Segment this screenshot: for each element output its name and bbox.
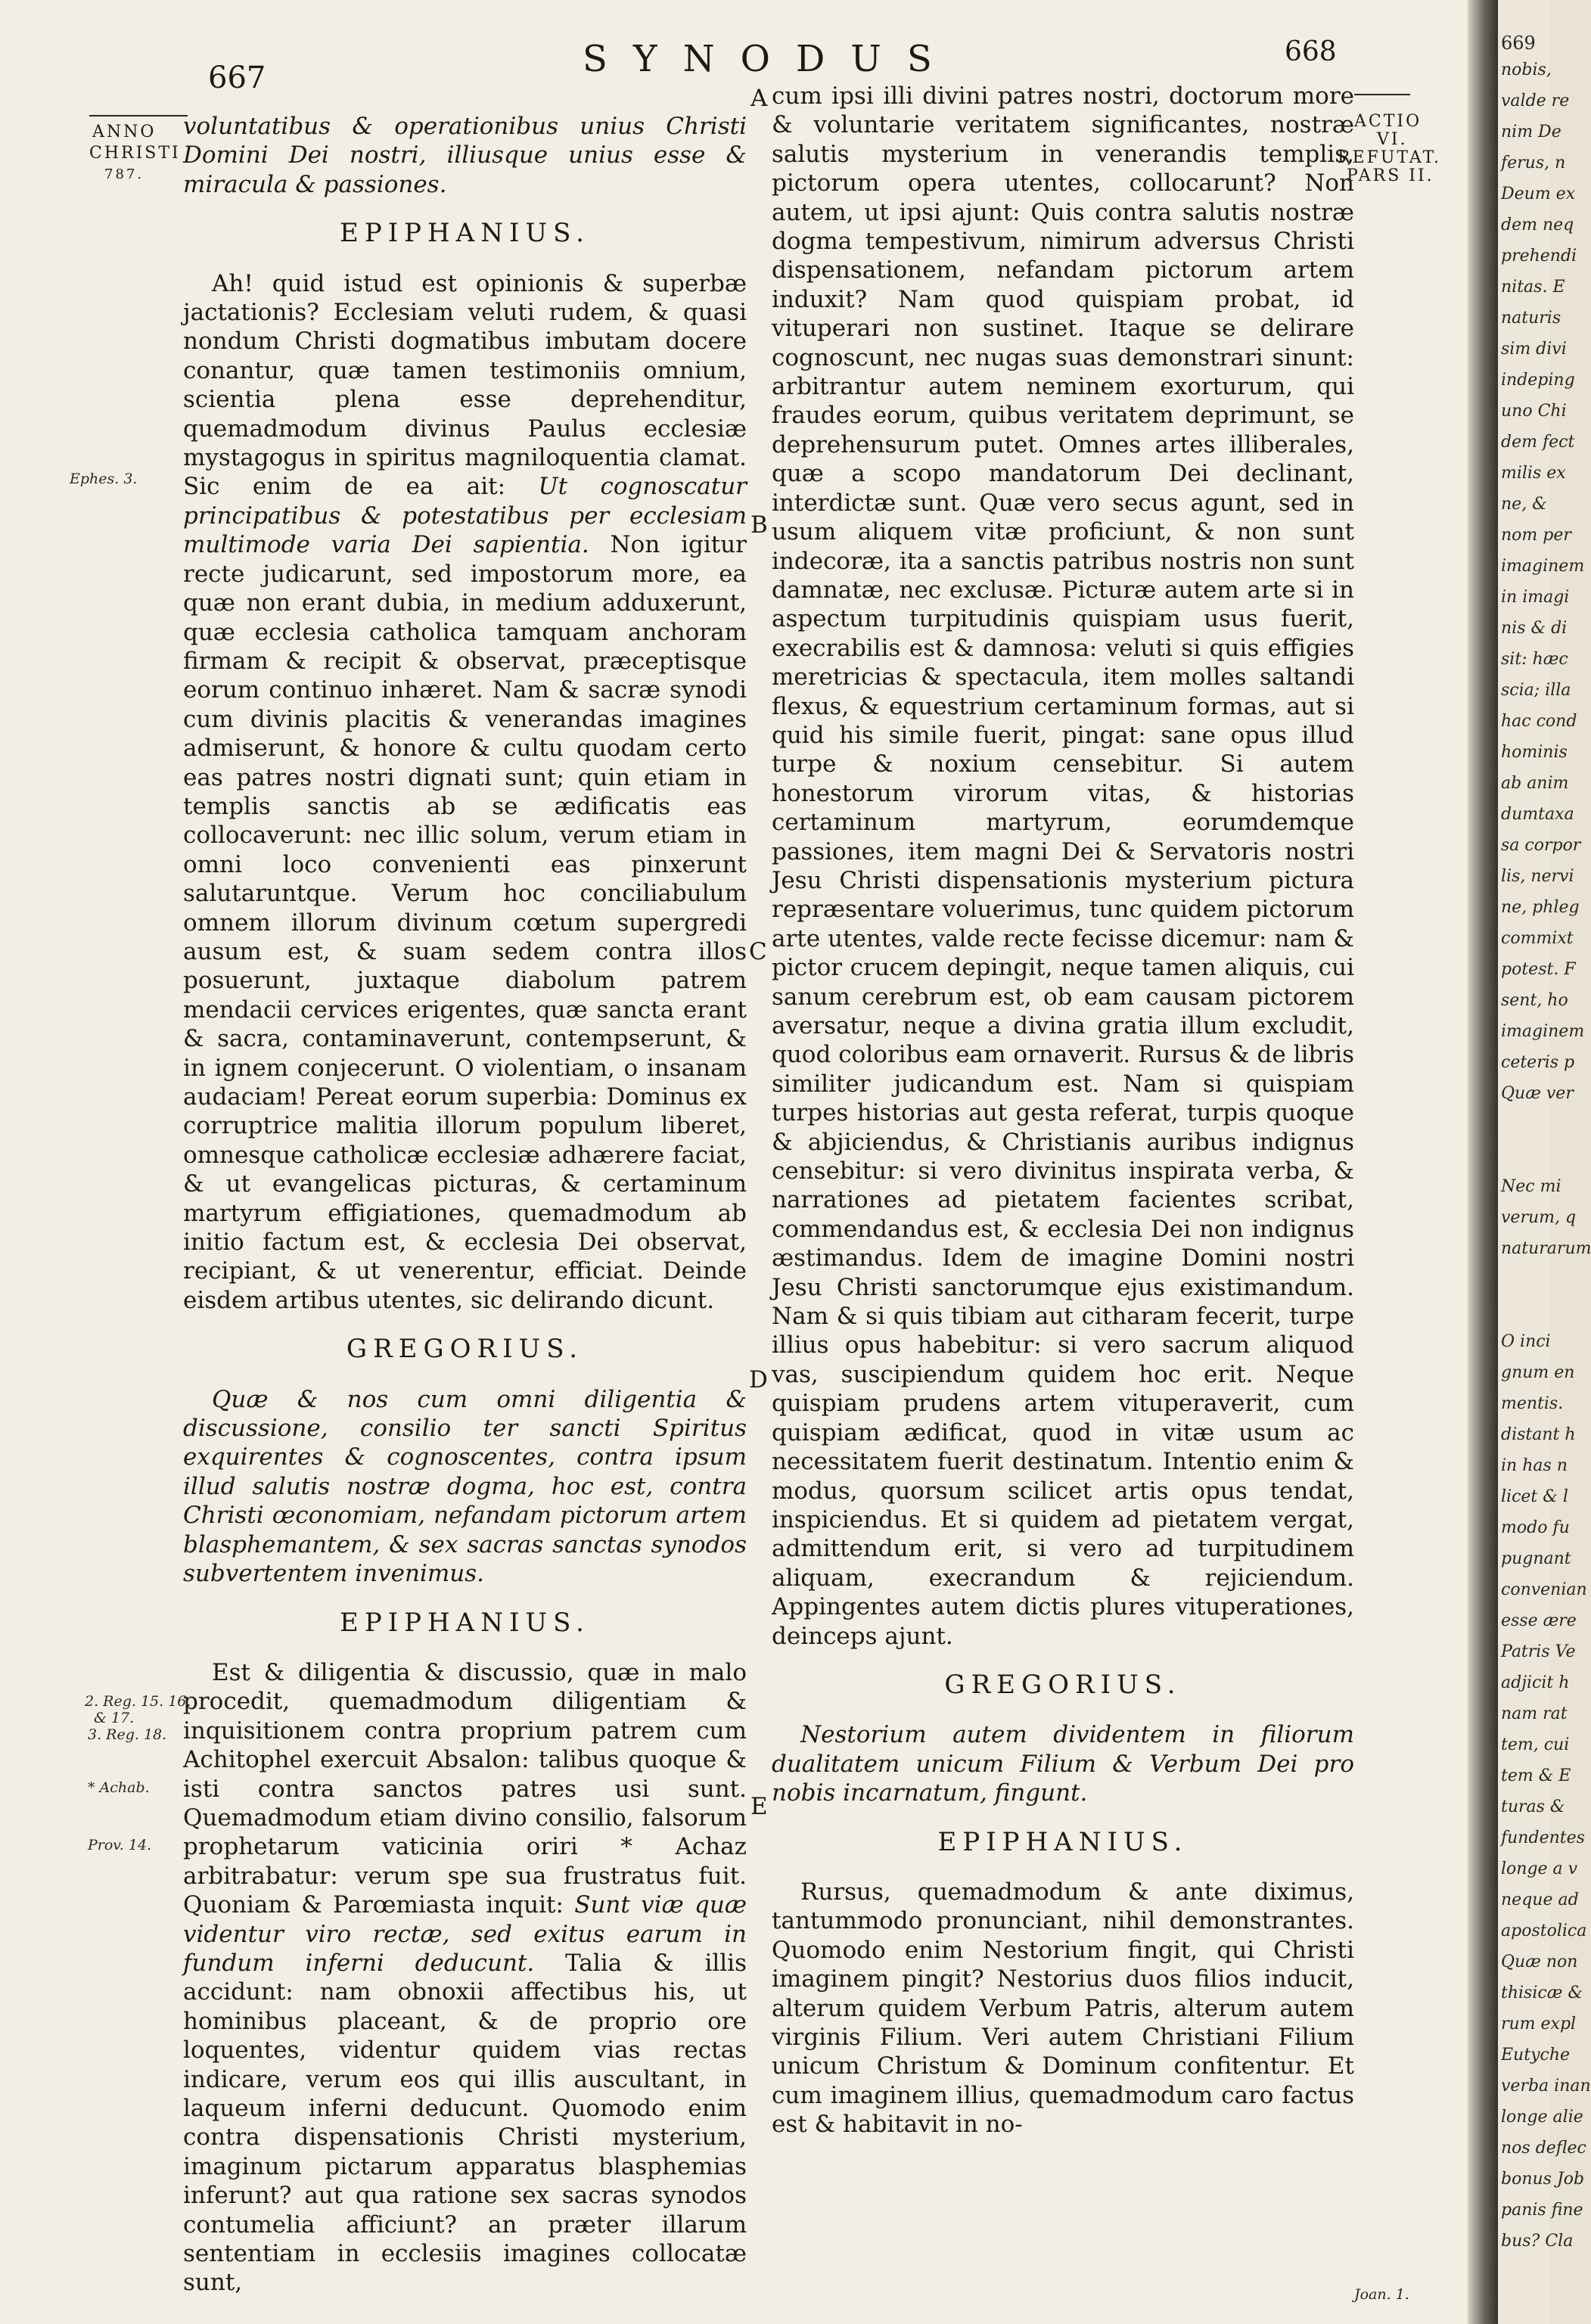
book-gutter — [1468, 0, 1498, 2324]
adjacent-page-line: sit: hæc — [1501, 650, 1568, 669]
adjacent-page-line: valde re — [1501, 92, 1570, 110]
adjacent-page-line: milis ex — [1501, 464, 1566, 483]
margin-ref-joan: Joan. 1. — [1354, 2286, 1409, 2303]
adjacent-page-line: uno Chi — [1501, 402, 1567, 421]
adjacent-page-line: ne, phleg — [1501, 898, 1580, 917]
adjacent-page-line: longe a v — [1501, 1860, 1578, 1878]
adjacent-page-line: commixt — [1501, 929, 1574, 948]
adjacent-page-line: Quæ ver — [1501, 1084, 1574, 1103]
para2-quote: Sunt viæ quæ videntur viro rectæ, sed exitus earum in fundum inferni deducunt. — [183, 1891, 747, 1977]
margin-ref-ephes: Ephes. 3. — [70, 471, 138, 487]
para2-text-b: Talia & illis accidunt: nam obnoxii affectibus his, ut hominibus placeant, & de proprio ore loquentes, videntur quidem vias rectas indicare, verum eos qui illis auscultant, in laqueum inferni deducunt. Quomodo enim contra dispensationis Christi mysterium, imaginum pictarum apparatus blasphemias inferunt? aut qua ratione sex sacras synodos contumelia afficiunt? an præter illarum sententiam in ecclesiis imagines collocatæ sunt, — [183, 1949, 747, 2297]
adjacent-page-line: naturarum — [1501, 1239, 1591, 1258]
page-number-right: 668 — [1285, 36, 1337, 67]
adjacent-page-strip — [1498, 0, 1591, 2324]
header-rule-right — [1354, 94, 1410, 95]
adjacent-page-line: neque ad — [1501, 1891, 1579, 1909]
margin-actio-num: VI. — [1377, 130, 1408, 149]
adjacent-page-line: imaginem — [1501, 557, 1585, 576]
adjacent-page-line: adjicit h — [1501, 1673, 1570, 1692]
adjacent-page-line: tem, cui — [1501, 1735, 1570, 1754]
margin-ref-reg: 2. Reg. 15. 16. — [85, 1693, 191, 1710]
adjacent-page-line: imaginem — [1501, 1022, 1585, 1041]
adjacent-page-line: O inci — [1501, 1332, 1551, 1351]
adjacent-page-line: nim De — [1501, 123, 1561, 141]
heading-epiphanius-3: EPIPHANIUS. — [937, 1826, 1189, 1857]
adjacent-page-line: verum, q — [1501, 1208, 1577, 1227]
next-page-number: 669 — [1501, 33, 1536, 54]
adjacent-page-line: ceteris p — [1501, 1053, 1575, 1072]
adjacent-page-line: ferus, n — [1501, 154, 1566, 172]
margin-pars: PARS II. — [1347, 166, 1434, 185]
heading-epiphanius-2: EPIPHANIUS. — [340, 1607, 590, 1638]
adjacent-page-line: hac cond — [1501, 712, 1577, 731]
adjacent-page-line: dem neq — [1501, 216, 1574, 235]
adjacent-page-line: potest. F — [1501, 960, 1576, 979]
section-marker-c: C — [749, 938, 767, 965]
adjacent-page-line: scia; illa — [1501, 681, 1571, 700]
adjacent-page-line: ab anim — [1501, 774, 1569, 793]
adjacent-page-line: bus? Cla — [1501, 2232, 1574, 2251]
adjacent-page-line: fundentes — [1501, 1828, 1585, 1847]
margin-refutat: REFUTAT. — [1338, 148, 1442, 167]
running-title: SYNODUS — [583, 38, 958, 80]
section-marker-d: D — [749, 1366, 768, 1393]
adjacent-page-line: pugnant — [1501, 1549, 1571, 1568]
adjacent-page-line: nos deflec — [1501, 2139, 1586, 2158]
adjacent-page-line: turas & — [1501, 1797, 1565, 1816]
right-para-1: cum ipsi illi divini patres nostri, doctorum more & voluntarie veritatem significantes, nostræ salutis mysterium in venerandis templis, pictorum opera utentes, collocarunt? Non autem, ut ipsi ajunt: Quis contra salutis nostræ dogma tempestivum, nimirum adversus Christi dispensationem, nefandam pictorum artem induxit? Nam quod quispiam probat, id vituperari non sustinet. Itaque se delirare cognoscunt, nec nugas suas demonstrari sinunt: arbitrantur autem neminem exorturum, qui fraudes eorum, quibus veritatem deprimunt, se deprehensurum putet. Omnes artes illiberales, quæ a scopo mandatorum Dei declinant, interdictæ sunt. Quæ vero secus agunt, sed in usum aliquem vitæ proficiunt, & non sunt indecoræ, ita a sanctis patribus nostris non sunt damnatæ, nec exclusæ. Picturæ autem arte si in aspectum turpitudinis quispiam usus fuerit, execrabilis est & damnosa: veluti si quis effigies meretricias & spectacula, item molles saltandi flexus, & equestrium certaminum formas, aut si quid his simile fuerit, pingat: sane opus illud turpe & noxium censebitur. Si autem honestorum virorum vitas, & historias certaminum martyrum, eorumdemque passiones, item magni Dei & Servatoris nostri Jesu Christi dispensationis mysterium pictura repræsentare voluerimus, tunc quidem pictorum arte utentes, valde recte fecisse dicemur: nam & pictor crucem depingit, neque tamen aliquis, cui sanum cerebrum est, ob eam causam pictorem aversatur, neque a divina gratia illum excludit, quod coloribus eam ornaverit. Rursus & de libris similiter judicandum est. Nam si quispiam turpes historias aut gesta referat, turpis quoque & abjiciendus, & Christianis auribus indignus censebitur: si vero divinitus inspirata verba, & narrationes ad pietatem facientes scribat, commendandus est, & ecclesia Dei non indignus æstimandus. Idem de imagine Domini nostri Jesu Christi sanctorumque ejus existimandum. Nam & si quis tibiam aut citharam fecerit, turpe illius opus habebitur: si vero sacrum aliquod vas, suscipiendum quidem hoc erit. Neque quispiam prudens artem vituperaverit, cum quispiam ædificat, quod in vitæ usum ac necessitatem fuerit destinatum. Intentio enim & modus, quorsum scilicet artis opus tendat, inspiciendus. Et si quidem ad pietatem vergat, admittendum erit, si vero ad turpitudinem aliquam, execrandum & rejiciendum. Appingentes autem dictis plures vituperationes, deinceps ajunt. — [772, 82, 1354, 1650]
adjacent-page-line: sa corpor — [1501, 836, 1581, 855]
adjacent-page-line: hominis — [1501, 743, 1568, 762]
section-marker-b: B — [750, 511, 768, 539]
section-marker-a: A — [750, 85, 768, 112]
adjacent-page-line: thisicæ & — [1501, 1984, 1583, 2002]
para1-quote: Ut cognoscatur principatibus & potestatibus per ecclesiam multimode varia Dei sapientia. — [183, 473, 747, 559]
adjacent-page-line: nis & di — [1501, 619, 1568, 638]
adjacent-page-line: lis, nervi — [1501, 867, 1574, 886]
right-column — [772, 82, 1354, 2139]
adjacent-page-line: rum expl — [1501, 2015, 1577, 2034]
adjacent-page-line: naturis — [1501, 309, 1561, 328]
adjacent-page-line: distant h — [1501, 1425, 1576, 1444]
adjacent-page-line: convenian — [1501, 1580, 1587, 1599]
heading-epiphanius-1: EPIPHANIUS. — [340, 218, 590, 249]
adjacent-page-line: nom per — [1501, 526, 1571, 545]
margin-ref-reg-c: 3. Reg. 18. — [88, 1726, 167, 1743]
adjacent-page-line: dem fect — [1501, 433, 1575, 452]
para1-text-a: Ah! quid istud est opinionis & superbæ jactationis? Ecclesiam veluti rudem, & quasi nondum Christi dogmatibus imbutam docere conantur, quæ tamen testimoniis omnium, scientia plena esse deprehenditur, quemadmodum divinus Paulus ecclesiæ mystagogus in spiritus magniloquentia clamat. Sic enim de ea ait: — [183, 269, 747, 501]
adjacent-page-line: mentis. — [1501, 1394, 1564, 1413]
margin-ref-achab: * Achab. — [88, 1779, 150, 1796]
adjacent-page-line: esse ære — [1501, 1611, 1577, 1630]
adjacent-page-line: sent, ho — [1501, 991, 1568, 1010]
adjacent-page-line: bonus Job — [1501, 2170, 1585, 2189]
adjacent-page-line: Deum ex — [1501, 185, 1576, 204]
margin-ref-prov: Prov. 14. — [88, 1837, 152, 1853]
margin-year: 787. — [104, 166, 144, 182]
adjacent-page-line: nobis, — [1501, 61, 1552, 79]
adjacent-page-line: tem & E — [1501, 1766, 1571, 1785]
adjacent-page-line: licet & l — [1501, 1487, 1568, 1506]
gregorius-para-1: Quæ & nos cum omni diligentia & discussione, consilio ter sancti Spiritus exquirentes & cognoscentes, contra ipsum illud salutis nostræ dogma, hoc est, contra Christi œconomiam, nefandam pictorum artem blasphemantem, & sex sacras sanctas synodos subvertentem invenimus. — [183, 1385, 747, 1588]
adjacent-page-line: nam rat — [1501, 1704, 1568, 1723]
adjacent-page-line: panis fine — [1501, 2201, 1583, 2220]
adjacent-page-line: in imagi — [1501, 588, 1570, 607]
adjacent-page-line: Patris Ve — [1501, 1642, 1576, 1661]
margin-actio: ACTIO — [1354, 112, 1422, 131]
header-rule-left — [89, 115, 188, 117]
adjacent-page-line: modo fu — [1501, 1518, 1570, 1537]
adjacent-page-line: Nec mi — [1501, 1177, 1561, 1196]
margin-ref-reg-b: & 17. — [94, 1710, 135, 1726]
adjacent-page-line: sim divi — [1501, 340, 1567, 359]
margin-anno: ANNO — [92, 123, 157, 141]
adjacent-page-line: apostolica — [1501, 1922, 1587, 1940]
gregorius-para-2: Nestorium autem dividentem in filiorum dualitatem unicum Filium & Verbum Dei pro nobis incarnatum, fingunt. — [772, 1721, 1354, 1807]
left-column — [183, 112, 747, 2298]
section-marker-e: E — [750, 1793, 768, 1820]
margin-christi: CHRISTI — [89, 144, 181, 163]
adjacent-page-line: ne, & — [1501, 495, 1547, 514]
adjacent-page-line: in has n — [1501, 1456, 1568, 1475]
epiphanius-para-3: Rursus, quemadmodum & ante diximus, tantummodo pronunciant, nihil demonstrantes. Quomodo enim Nestorium fingit, qui Christi imaginem pingit? Nestorius duos filios inducit, alterum quidem Verbum Patris, alterum autem virginis Filium. Veri autem Christiani Filium unicum Christum & Dominum confitentur. Et cum imaginem illius, quemadmodum caro factus est & habitavit in no- — [772, 1878, 1354, 2139]
adjacent-page-line: Eutyche — [1501, 2046, 1571, 2065]
adjacent-page-line: dumtaxa — [1501, 805, 1574, 824]
para1-text-b: Non igitur recte judicarunt, sed impostorum more, ea quæ non erant dubia, in medium adduxerunt, quæ ecclesia catholica tamquam anchoram firmam & recipit & observat, præceptisque eorum continuo inhæret. Nam & sacræ synodi cum divinis placitis & venerandas imagines admiserunt, & honore & cultu quodam certo eas patres nostri dignati sunt; quin etiam in templis sanctis ab se ædificatis eas collocaverunt: nec illic solum, verum etiam in omni loco convenienti eas pinxerunt salutaruntque. Verum hoc conciliabulum omnem illorum divinum cœtum supergredi ausum est, & suam sedem contra illos posuerunt, juxtaque diabolum patrem mendacii cervices erigentes, quæ sancta erant & sacra, contaminaverunt, contempserunt, & in ignem conjecerunt. O violentiam, o insanam audaciam! Pereat eorum superbia: Dominus ex corruptrice malitia illorum populum liberet, omnesque catholicæ ecclesiæ adhærere faciat, & ut evangelicas picturas, & certaminum martyrum effigiationes, quemadmodum ab initio factum est, & ecclesia Dei observat, recipiant, & ut venerentur, efficiat. Deinde eisdem artibus utentes, sic delirando dicunt. — [183, 531, 747, 1314]
page-number-left: 667 — [208, 61, 266, 95]
adjacent-page-line: longe alie — [1501, 2108, 1583, 2127]
adjacent-page-line: gnum en — [1501, 1363, 1575, 1382]
intro-text: voluntatibus & operationibus unius Christi Domini Dei nostri, illiusque unius esse & miracula & passiones. — [183, 113, 747, 198]
adjacent-page-line: Quæ non — [1501, 1953, 1578, 1971]
epiphanius-para-2 — [183, 1658, 747, 2298]
adjacent-page-line: verba inan — [1501, 2077, 1591, 2096]
epiphanius-para-1 — [183, 269, 747, 1316]
adjacent-page-line: indeping — [1501, 371, 1575, 390]
heading-gregorius-1: GREGORIUS. — [346, 1334, 584, 1365]
adjacent-page-line: nitas. E — [1501, 278, 1565, 297]
adjacent-page-line: prehendi — [1501, 247, 1577, 266]
heading-gregorius-2: GREGORIUS. — [944, 1669, 1182, 1700]
para2-text-a: Est & diligentia & discussio, quæ in malo procedit, quemadmodum diligentiam & inquisitionem contra proprium patrem cum Achitophel exercuit Absalon: talibus quoque & isti contra sanctos patres usi sunt. Quemadmodum etiam divino consilio, falsorum prophetarum vaticinia oriri * Achaz arbitrabatur: verum spe sua frustratus fuit. Quoniam & Parœmiasta inquit: — [183, 1658, 747, 1919]
